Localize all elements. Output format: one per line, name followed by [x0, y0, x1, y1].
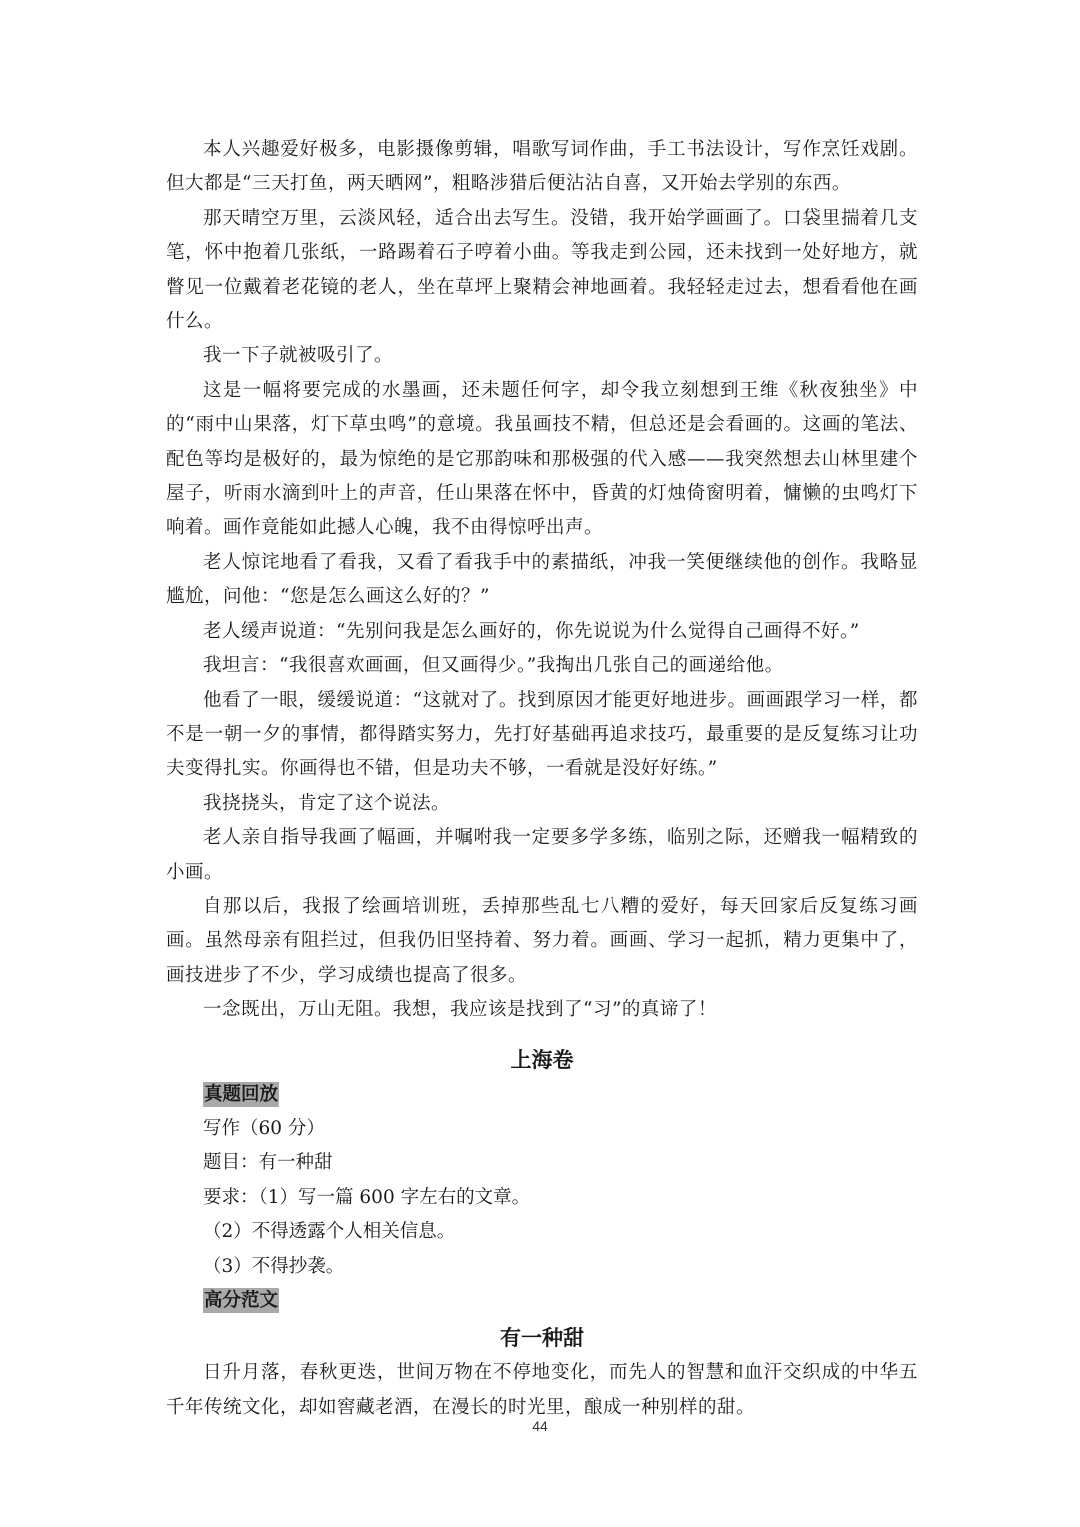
paragraph: 他看了一眼，缓缓说道：“这就对了。找到原因才能更好地进步。画画跟学习一样，都不是一朝一夕的事情，都得踏实努力，先打好基础再追求技巧，最重要的是反复练习让功夫变得扎实。你画得也不错，但是功夫不够，一看就是没好好练。”	[166, 689, 918, 780]
sample-label: 高分范文	[204, 1290, 279, 1311]
paragraph: 我坦言：“我很喜欢画画，但又画得少。”我掏出几张自己的画递给他。	[203, 655, 784, 677]
paragraph: 老人亲自指导我画了幅画，并嘱咐我一定要多学多练，临别之际，还赠我一幅精致的小画。	[166, 827, 918, 883]
paragraph: 老人缓声说道：“先别问我是怎么画好的，你先说说为什么觉得自己画得不好。”	[203, 620, 860, 642]
paragraph: 本人兴趣爱好极多，电影摄像剪辑，唱歌写词作曲，手工书法设计，写作烹饪戏剧。但大都是“三天打鱼，两天晒网”，粗略涉猎后便沾沾自喜，又开始去学别的东西。	[166, 139, 918, 195]
page-number: 44	[532, 1418, 548, 1434]
paragraph: 我一下子就被吸引了。	[203, 345, 394, 367]
review-label: 真题回放	[204, 1083, 279, 1105]
section-title: 上海卷	[510, 1047, 574, 1072]
document-page	[166, 133, 918, 1425]
paragraph: 一念既出，万山无阻。我想，我应该是找到了“习”的真谛了！	[203, 999, 717, 1021]
paragraph: 那天晴空万里，云淡风轻，适合出去写生。没错，我开始学画画了。口袋里揣着几支笔，怀中抱着几张纸，一路踢着石子哼着小曲。等我走到公园，还未找到一处好地方，就瞥见一位戴着老花镜的老人，坐在草坪上聚精会神地画着。我轻轻走过去，想看看他在画什么。	[166, 207, 918, 333]
review-label-line	[166, 1078, 918, 1112]
paragraph: 我挠挠头，肯定了这个说法。	[203, 792, 451, 814]
paragraph: 老人惊诧地看了看我，又看了看我手中的素描纸，冲我一笑便继续他的创作。我略显尴尬，问他：“您是怎么画这么好的？”	[166, 551, 918, 608]
requirement-1: 要求：（1）写一篇 600 字左右的文章。	[203, 1186, 531, 1208]
writing-line: 写作（60 分）	[203, 1117, 325, 1139]
essay-title: 有一种甜	[500, 1326, 584, 1351]
story-body	[166, 133, 918, 1028]
essay-paragraph: 日升月落，春秋更迭，世间万物在不停地变化，而先人的智慧和血汗交织成的中华五千年传统文化，却如窖藏老酒，在漫长的时光里，酿成一种别样的甜。	[166, 1362, 918, 1418]
requirement-2: （2）不得透露个人相关信息。	[203, 1221, 456, 1243]
paragraph: 这是一幅将要完成的水墨画，还未题任何字，却令我立刻想到王维《秋夜独坐》中的“雨中山果落，灯下草虫鸣”的意境。我虽画技不精，但总还是会看画的。这画的笔法、配色等均是极好的，最为惊绝的是它那韵味和那极强的代入感——我突然想去山林里建个屋子，听雨水滴到叶上的声音，任山果落在怀中，昏黄的灯烛倚窗明着，慵懒的虫鸣灯下响着。画作竟能如此撼人心魄，我不由得惊呼出声。	[166, 379, 918, 539]
requirement-3: （3）不得抄袭。	[203, 1255, 345, 1277]
topic-line: 题目：有一种甜	[203, 1152, 333, 1174]
sample-label-line	[166, 1284, 918, 1318]
paragraph: 自那以后，我报了绘画培训班，丢掉那些乱七八糟的爱好，每天回家后反复练习画画。虽然母亲有阻拦过，但我仍旧坚持着、努力着。画画、学习一起抓，精力更集中了，画技进步了不少，学习成绩也提高了很多。	[166, 895, 918, 986]
